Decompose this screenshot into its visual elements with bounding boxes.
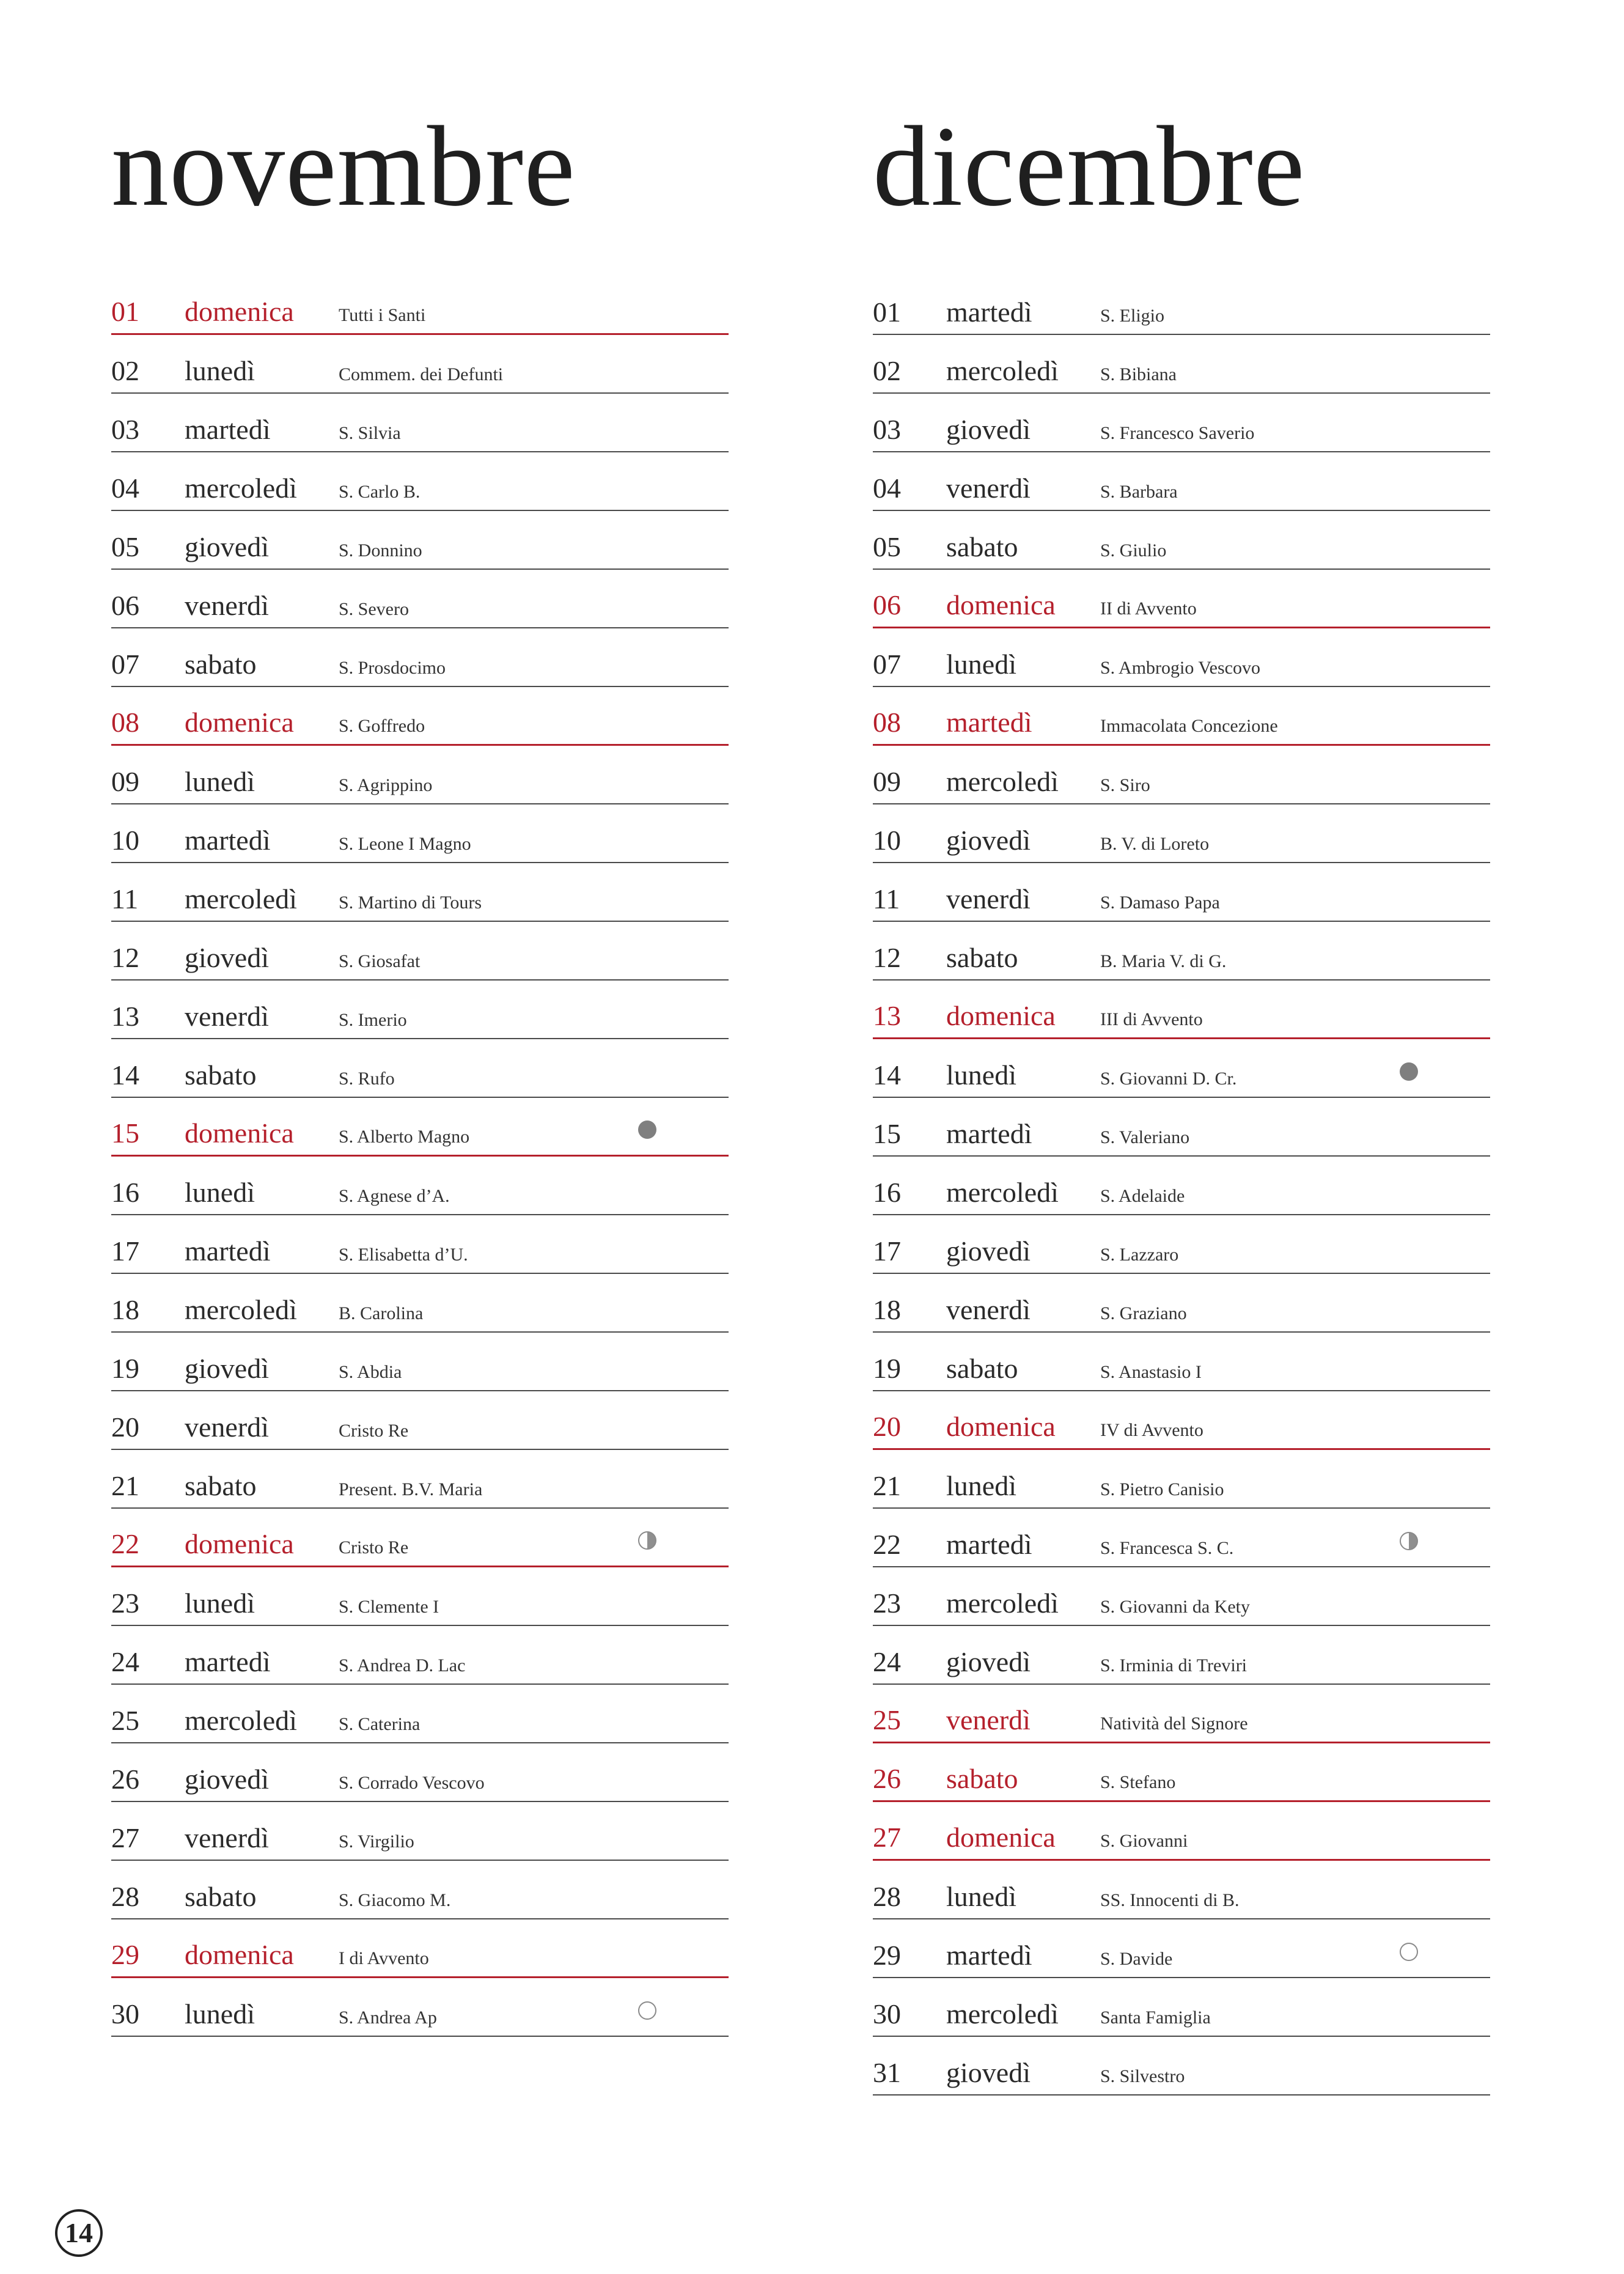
day-number: 06 xyxy=(873,589,901,620)
saint-name: S. Abdia xyxy=(339,1362,402,1382)
weekday-name: martedì xyxy=(946,1118,1032,1149)
saint-name: S. Pietro Canisio xyxy=(1100,1479,1224,1499)
day-row xyxy=(111,628,729,687)
day-row xyxy=(873,1450,1490,1509)
weekday-name: martedì xyxy=(946,1940,1032,1971)
weekday-name: lunedì xyxy=(946,1059,1016,1091)
day-number: 30 xyxy=(873,1998,901,2029)
saint-name: S. Stefano xyxy=(1100,1772,1176,1792)
saint-name: Present. B.V. Maria xyxy=(339,1479,483,1499)
weekday-name: lunedì xyxy=(185,1588,255,1619)
day-row xyxy=(111,1333,729,1391)
day-number: 23 xyxy=(873,1588,901,1619)
day-row xyxy=(873,628,1490,687)
day-row xyxy=(111,276,729,335)
day-number: 03 xyxy=(111,414,139,445)
full-moon-icon xyxy=(1400,1943,1418,1961)
saint-name: S. Andrea Ap xyxy=(339,2007,437,2028)
weekday-name: lunedì xyxy=(946,1881,1016,1912)
day-row xyxy=(111,1509,729,1567)
day-row xyxy=(873,1391,1490,1450)
day-row xyxy=(873,570,1490,628)
weekday-name: domenica xyxy=(185,707,294,738)
weekday-name: martedì xyxy=(185,1235,271,1267)
day-row xyxy=(873,276,1490,335)
day-number: 17 xyxy=(111,1235,139,1267)
saint-name: Tutti i Santi xyxy=(339,305,426,325)
day-row xyxy=(873,1039,1490,1098)
day-number: 04 xyxy=(873,473,901,504)
weekday-name: martedì xyxy=(185,825,271,856)
day-row xyxy=(873,687,1490,746)
day-row xyxy=(873,1685,1490,1743)
day-number: 14 xyxy=(111,1059,139,1091)
saint-name: S. Francesca S. C. xyxy=(1100,1538,1234,1558)
day-number: 05 xyxy=(873,531,901,562)
weekday-name: giovedì xyxy=(185,531,269,562)
weekday-name: domenica xyxy=(185,1117,294,1149)
day-number: 22 xyxy=(873,1529,901,1560)
day-row xyxy=(873,452,1490,511)
day-row xyxy=(111,511,729,570)
day-number: 02 xyxy=(873,355,901,386)
day-row xyxy=(111,804,729,863)
saint-name: S. Ambrogio Vescovo xyxy=(1100,658,1260,678)
day-row xyxy=(111,452,729,511)
saint-name: S. Clemente I xyxy=(339,1597,439,1617)
weekday-name: giovedì xyxy=(946,414,1031,445)
day-number: 09 xyxy=(111,766,139,797)
day-row xyxy=(873,1098,1490,1157)
weekday-name: mercoledì xyxy=(185,1294,297,1325)
weekday-name: sabato xyxy=(185,1470,257,1501)
day-number: 27 xyxy=(111,1822,139,1853)
day-number: 04 xyxy=(111,473,139,504)
day-number: 28 xyxy=(111,1881,139,1912)
weekday-name: giovedì xyxy=(946,1235,1031,1267)
saint-name: S. Martino di Tours xyxy=(339,892,482,913)
day-number: 09 xyxy=(873,766,901,797)
day-number: 06 xyxy=(111,590,139,621)
day-number: 22 xyxy=(111,1528,139,1559)
day-number: 10 xyxy=(873,825,901,856)
saint-name: S. Rufo xyxy=(339,1069,395,1089)
weekday-name: domenica xyxy=(185,1939,294,1970)
saint-name: S. Agrippino xyxy=(339,775,433,795)
day-row xyxy=(873,1333,1490,1391)
day-row xyxy=(111,1274,729,1333)
day-number: 31 xyxy=(873,2057,901,2088)
day-row xyxy=(111,1685,729,1743)
day-number: 18 xyxy=(111,1294,139,1325)
saint-name: S. Silvia xyxy=(339,423,401,443)
saint-name: S. Bibiana xyxy=(1100,364,1177,385)
saint-name: S. Corrado Vescovo xyxy=(339,1773,485,1793)
saint-name: S. Barbara xyxy=(1100,482,1178,502)
saint-name: S. Donnino xyxy=(339,540,422,561)
day-row xyxy=(873,511,1490,570)
day-number: 01 xyxy=(873,296,901,328)
saint-name: S. Anastasio I xyxy=(1100,1362,1202,1382)
day-number: 02 xyxy=(111,355,139,386)
day-row xyxy=(873,1626,1490,1685)
weekday-name: giovedì xyxy=(946,825,1031,856)
weekday-name: sabato xyxy=(185,1059,257,1091)
weekday-name: venerdì xyxy=(946,883,1031,914)
day-number: 28 xyxy=(873,1881,901,1912)
saint-name: S. Siro xyxy=(1100,775,1150,795)
day-row xyxy=(873,746,1490,804)
day-row xyxy=(111,1098,729,1157)
day-number: 30 xyxy=(111,1998,139,2029)
saint-name: Santa Famiglia xyxy=(1100,2007,1211,2028)
weekday-name: mercoledì xyxy=(946,766,1059,797)
saint-name: Cristo Re xyxy=(339,1537,409,1558)
saint-name: S. Davide xyxy=(1100,1949,1173,1969)
saint-name: Natività del Signore xyxy=(1100,1713,1248,1734)
day-number: 17 xyxy=(873,1235,901,1267)
weekday-name: venerdì xyxy=(185,1001,269,1032)
weekday-name: giovedì xyxy=(185,1764,269,1795)
weekday-name: mercoledì xyxy=(185,473,297,504)
day-number: 15 xyxy=(111,1117,139,1149)
day-number: 05 xyxy=(111,531,139,562)
weekday-name: mercoledì xyxy=(185,1705,297,1736)
weekday-name: sabato xyxy=(946,942,1018,973)
day-number: 11 xyxy=(111,883,139,914)
day-row xyxy=(111,1743,729,1802)
day-row xyxy=(111,1391,729,1450)
saint-name: S. Carlo B. xyxy=(339,482,421,502)
saint-name: B. V. di Loreto xyxy=(1100,834,1210,854)
day-number: 16 xyxy=(111,1177,139,1208)
day-number: 29 xyxy=(873,1940,901,1971)
saint-name: Commem. dei Defunti xyxy=(339,364,504,385)
day-row xyxy=(111,570,729,628)
saint-name: S. Severo xyxy=(339,599,409,619)
day-row xyxy=(873,863,1490,922)
saint-name: IV di Avvento xyxy=(1100,1420,1203,1440)
page-number: 14 xyxy=(55,2209,103,2257)
day-number: 07 xyxy=(111,649,139,680)
day-number: 15 xyxy=(873,1118,901,1149)
day-row xyxy=(873,804,1490,863)
weekday-name: domenica xyxy=(946,1000,1056,1031)
saint-name: S. Graziano xyxy=(1100,1303,1187,1323)
day-number: 18 xyxy=(873,1294,901,1325)
day-number: 13 xyxy=(873,1000,901,1031)
day-row xyxy=(111,1157,729,1215)
day-number: 08 xyxy=(111,707,139,738)
day-row xyxy=(873,1743,1490,1802)
day-number: 10 xyxy=(111,825,139,856)
day-number: 24 xyxy=(873,1646,901,1677)
saint-name: S. Giovanni xyxy=(1100,1831,1188,1851)
day-row xyxy=(873,335,1490,394)
day-number: 13 xyxy=(111,1001,139,1032)
saint-name: S. Eligio xyxy=(1100,306,1165,326)
day-number: 20 xyxy=(873,1411,901,1442)
day-number: 01 xyxy=(111,296,139,327)
day-list xyxy=(873,276,1490,2096)
day-number: 21 xyxy=(111,1470,139,1501)
saint-name: Immacolata Concezione xyxy=(1100,716,1278,736)
weekday-name: giovedì xyxy=(185,1353,269,1384)
saint-name: B. Carolina xyxy=(339,1303,424,1323)
day-row xyxy=(111,1978,729,2037)
weekday-name: venerdì xyxy=(946,1294,1031,1325)
weekday-name: venerdì xyxy=(185,590,269,621)
day-row xyxy=(111,687,729,746)
day-number: 25 xyxy=(111,1705,139,1736)
weekday-name: martedì xyxy=(185,414,271,445)
saint-name: S. Leone I Magno xyxy=(339,834,471,854)
day-number: 29 xyxy=(111,1939,139,1970)
saint-name: III di Avvento xyxy=(1100,1009,1203,1029)
new-moon-icon xyxy=(1400,1062,1418,1081)
saint-name: Cristo Re xyxy=(339,1421,409,1441)
day-row xyxy=(873,1274,1490,1333)
saint-name: B. Maria V. di G. xyxy=(1100,951,1227,971)
weekday-name: lunedì xyxy=(185,1998,255,2029)
weekday-name: venerdì xyxy=(185,1822,269,1853)
day-number: 24 xyxy=(111,1646,139,1677)
weekday-name: mercoledì xyxy=(946,1998,1059,2029)
weekday-name: lunedì xyxy=(946,649,1016,680)
saint-name: I di Avvento xyxy=(339,1948,429,1968)
day-row xyxy=(111,1626,729,1685)
day-row xyxy=(873,1157,1490,1215)
saint-name: S. Damaso Papa xyxy=(1100,892,1220,913)
weekday-name: mercoledì xyxy=(946,1588,1059,1619)
day-row xyxy=(873,394,1490,452)
day-row xyxy=(873,1978,1490,2037)
saint-name: II di Avvento xyxy=(1100,598,1197,619)
saint-name: S. Giulio xyxy=(1100,540,1167,561)
saint-name: S. Agnese d’A. xyxy=(339,1186,450,1206)
saint-name: S. Andrea D. Lac xyxy=(339,1655,466,1676)
day-row xyxy=(873,1567,1490,1626)
day-number: 12 xyxy=(111,942,139,973)
weekday-name: domenica xyxy=(185,296,294,327)
weekday-name: martedì xyxy=(946,1529,1032,1560)
saint-name: S. Adelaide xyxy=(1100,1186,1185,1206)
weekday-name: sabato xyxy=(946,1763,1018,1794)
saint-name: S. Alberto Magno xyxy=(339,1127,470,1147)
day-row xyxy=(111,1215,729,1274)
day-row xyxy=(111,1567,729,1626)
saint-name: S. Imerio xyxy=(339,1010,407,1030)
saint-name: S. Giosafat xyxy=(339,951,421,971)
day-row xyxy=(111,394,729,452)
day-number: 26 xyxy=(111,1764,139,1795)
saint-name: S. Valeriano xyxy=(1100,1127,1190,1147)
day-number: 12 xyxy=(873,942,901,973)
day-list xyxy=(111,276,729,2037)
weekday-name: venerdì xyxy=(185,1411,269,1443)
weekday-name: sabato xyxy=(946,1353,1018,1384)
weekday-name: martedì xyxy=(946,707,1032,738)
first-quarter-moon-icon xyxy=(1400,1532,1418,1550)
saint-name: S. Caterina xyxy=(339,1714,421,1734)
weekday-name: lunedì xyxy=(185,766,255,797)
day-row xyxy=(873,1215,1490,1274)
day-row xyxy=(873,1509,1490,1567)
weekday-name: lunedì xyxy=(946,1470,1016,1501)
saint-name: S. Giovanni D. Cr. xyxy=(1100,1069,1237,1089)
weekday-name: venerdì xyxy=(946,473,1031,504)
saint-name: S. Virgilio xyxy=(339,1831,414,1852)
weekday-name: giovedì xyxy=(946,1646,1031,1677)
day-number: 23 xyxy=(111,1588,139,1619)
day-row xyxy=(111,335,729,394)
saint-name: S. Goffredo xyxy=(339,716,425,736)
weekday-name: venerdì xyxy=(946,1704,1031,1735)
day-number: 21 xyxy=(873,1470,901,1501)
day-row xyxy=(873,1919,1490,1978)
day-number: 07 xyxy=(873,649,901,680)
day-number: 19 xyxy=(111,1353,139,1384)
day-number: 16 xyxy=(873,1177,901,1208)
day-row xyxy=(873,1802,1490,1861)
day-row xyxy=(111,1039,729,1098)
weekday-name: mercoledì xyxy=(946,355,1059,386)
saint-name: S. Elisabetta d’U. xyxy=(339,1245,468,1265)
saint-name: S. Francesco Saverio xyxy=(1100,423,1255,443)
first-quarter-moon-icon xyxy=(638,1531,656,1550)
weekday-name: giovedì xyxy=(185,942,269,973)
day-number: 27 xyxy=(873,1822,901,1853)
saint-name: S. Lazzaro xyxy=(1100,1245,1179,1265)
saint-name: SS. Innocenti di B. xyxy=(1100,1890,1240,1910)
day-row xyxy=(873,2037,1490,2096)
day-row xyxy=(111,981,729,1039)
saint-name: S. Prosdocimo xyxy=(339,658,446,678)
day-row xyxy=(873,922,1490,981)
weekday-name: sabato xyxy=(185,649,257,680)
month-title: dicembre xyxy=(873,102,1306,230)
weekday-name: sabato xyxy=(185,1881,257,1912)
day-row xyxy=(111,922,729,981)
weekday-name: martedì xyxy=(185,1646,271,1677)
day-number: 19 xyxy=(873,1353,901,1384)
day-number: 20 xyxy=(111,1411,139,1443)
weekday-name: domenica xyxy=(185,1528,294,1559)
day-row xyxy=(111,863,729,922)
day-row xyxy=(111,1861,729,1919)
day-number: 14 xyxy=(873,1059,901,1091)
day-number: 25 xyxy=(873,1704,901,1735)
day-number: 08 xyxy=(873,707,901,738)
full-moon-icon xyxy=(638,2001,656,2020)
day-row xyxy=(111,1450,729,1509)
day-row xyxy=(111,1919,729,1978)
weekday-name: martedì xyxy=(946,296,1032,328)
weekday-name: domenica xyxy=(946,589,1056,620)
day-number: 11 xyxy=(873,883,900,914)
saint-name: S. Silvestro xyxy=(1100,2066,1185,2086)
weekday-name: lunedì xyxy=(185,1177,255,1208)
saint-name: S. Giacomo M. xyxy=(339,1890,451,1910)
day-row xyxy=(873,981,1490,1039)
weekday-name: sabato xyxy=(946,531,1018,562)
saint-name: S. Giovanni da Kety xyxy=(1100,1597,1250,1617)
weekday-name: mercoledì xyxy=(946,1177,1059,1208)
weekday-name: giovedì xyxy=(946,2057,1031,2088)
day-row xyxy=(873,1861,1490,1919)
new-moon-icon xyxy=(638,1120,656,1139)
weekday-name: lunedì xyxy=(185,355,255,386)
weekday-name: domenica xyxy=(946,1411,1056,1442)
weekday-name: domenica xyxy=(946,1822,1056,1853)
day-row xyxy=(111,746,729,804)
day-number: 03 xyxy=(873,414,901,445)
month-title: novembre xyxy=(111,102,576,230)
saint-name: S. Irminia di Treviri xyxy=(1100,1655,1247,1676)
weekday-name: mercoledì xyxy=(185,883,297,914)
day-number: 26 xyxy=(873,1763,901,1794)
day-row xyxy=(111,1802,729,1861)
